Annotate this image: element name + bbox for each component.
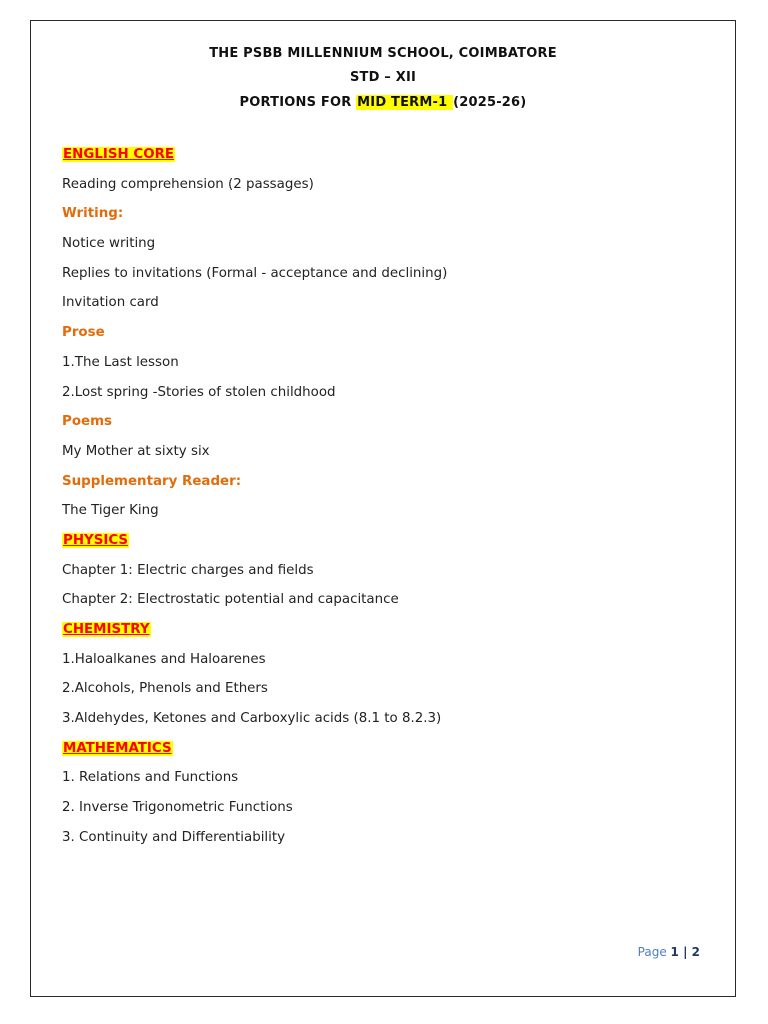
list-item: 1.Haloalkanes and Haloarenes (62, 651, 266, 667)
total-pages-number: 2 (691, 945, 700, 959)
school-name: THE PSBB MILLENNIUM SCHOOL, COIMBATORE (209, 46, 557, 61)
portions-highlight: MID TERM-1 (357, 95, 453, 110)
list-item: Chapter 2: Electrostatic potential and capacitance (62, 592, 399, 608)
mathematics-section-heading (62, 739, 722, 769)
current-page-number: 1 (670, 945, 679, 959)
list-item: Reading comprehension (2 passages) (62, 176, 314, 192)
list-item: 3. Continuity and Differentiability (62, 829, 286, 845)
english-section-heading (62, 145, 722, 175)
list-item: The Tiger King (62, 503, 159, 519)
list-item: Invitation card (62, 295, 159, 311)
physics-section-heading (62, 531, 722, 561)
list-item: 2.Alcohols, Phenols and Ethers (62, 681, 268, 697)
list-item: 2.Lost spring -Stories of stolen childhood (62, 384, 336, 400)
page-label: Page (637, 945, 671, 959)
standard: STD – XII (349, 70, 417, 85)
prose-heading: Prose (62, 325, 105, 341)
portions-title (30, 95, 736, 110)
supplementary-heading: Supplementary Reader: (62, 473, 242, 489)
list-item: My Mother at sixty six (62, 443, 210, 459)
list-item: 1. Relations and Functions (62, 770, 239, 786)
list-item: Replies to invitations (Formal - acceptance and declining) (62, 265, 448, 281)
mathematics-title: MATHEMATICS (63, 740, 172, 756)
portions-content (62, 145, 722, 858)
list-item: Notice writing (62, 236, 156, 252)
page-separator: | (678, 945, 692, 959)
portions-year: (2025-26) (453, 95, 527, 110)
chemistry-title: CHEMISTRY (63, 622, 150, 637)
poems-heading: Poems (62, 414, 113, 430)
list-item: 3.Aldehydes, Ketones and Carboxylic acids (8.1 to 8.2.3) (62, 711, 442, 727)
list-item: Chapter 1: Electric charges and fields (62, 562, 314, 578)
list-item: 2. Inverse Trigonometric Functions (62, 800, 293, 816)
english-title: ENGLISH CORE (63, 147, 175, 162)
portions-prefix: PORTIONS FOR (239, 95, 357, 110)
list-item: 1.The Last lesson (62, 354, 179, 370)
page-footer (638, 945, 700, 959)
chemistry-section-heading (62, 620, 722, 650)
physics-title: PHYSICS (63, 532, 129, 548)
writing-heading: Writing: (62, 206, 124, 222)
